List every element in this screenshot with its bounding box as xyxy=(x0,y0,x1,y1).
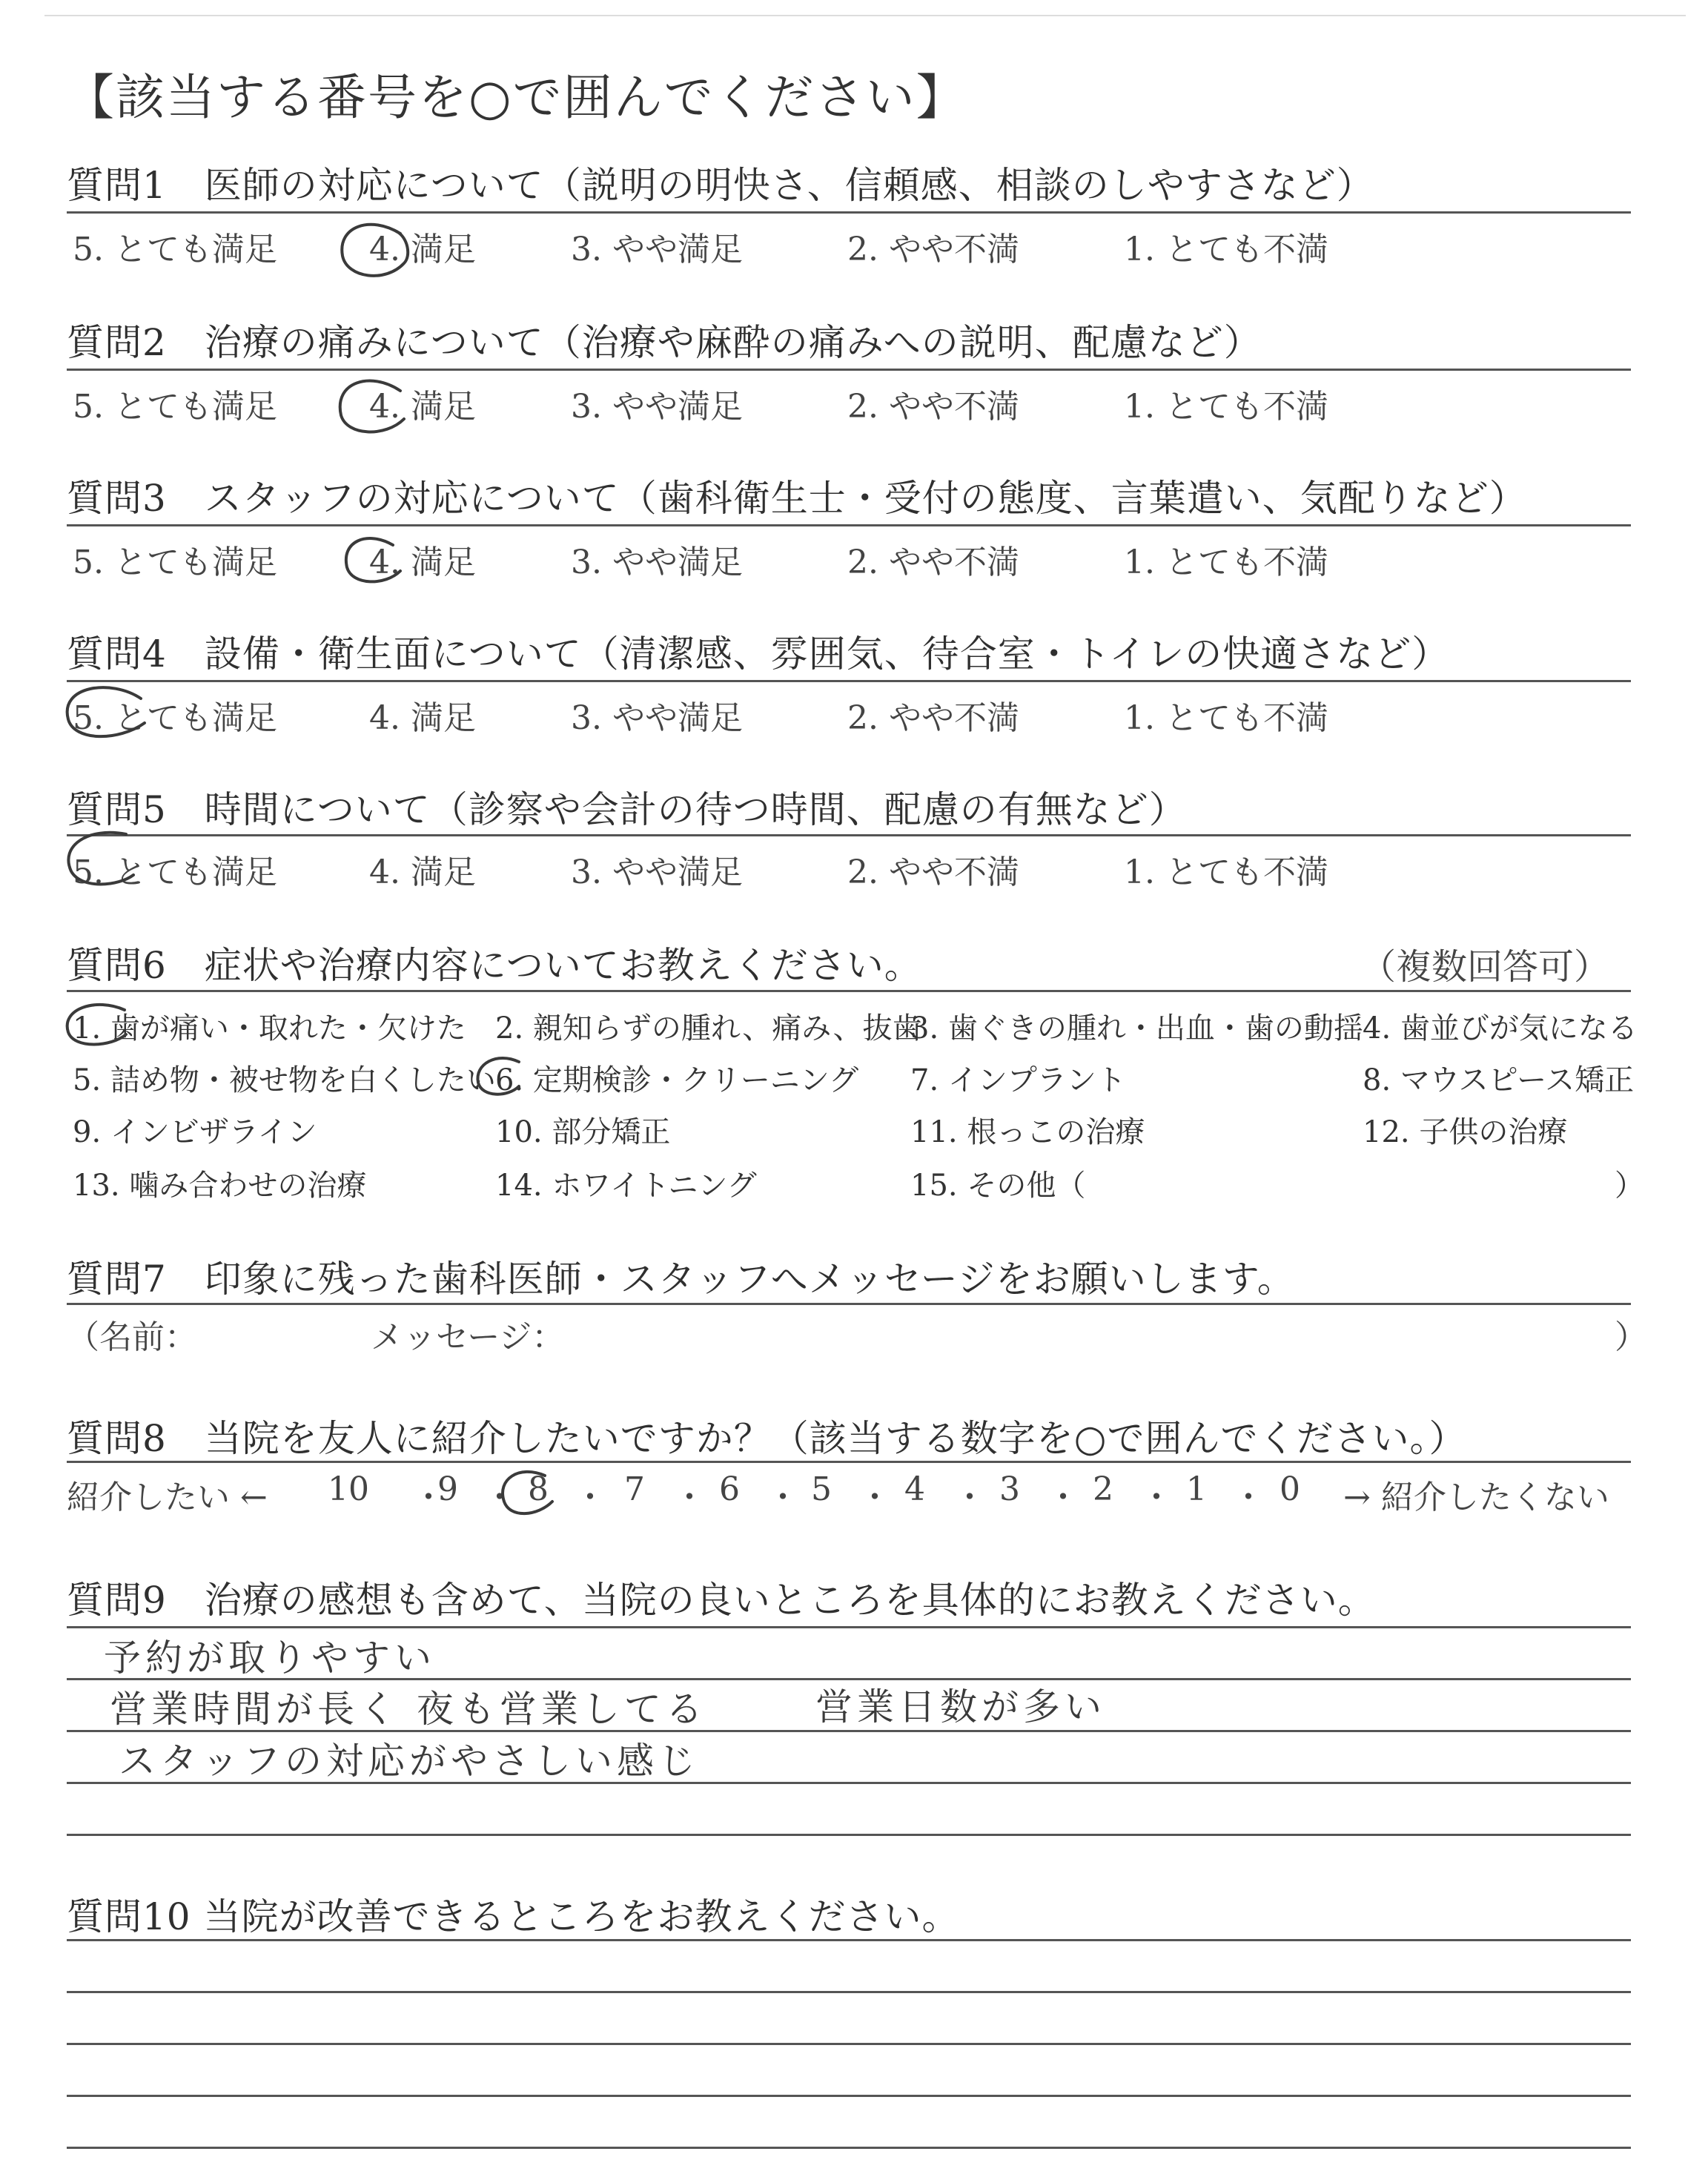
scale-dot: ・ xyxy=(1140,1479,1173,1516)
treatment-option-3[interactable]: 3. 歯ぐきの腫れ・出血・歯の動揺 xyxy=(910,1011,1363,1046)
scale-8[interactable]: 8 xyxy=(528,1470,549,1508)
scale-left-label: 紹介したい ← xyxy=(67,1479,268,1516)
question-title: 質問7 印象に残った歯科医師・スタッフへメッセージをお願いします。 xyxy=(67,1258,1295,1301)
question-9 xyxy=(67,1571,1631,1624)
scale-10[interactable]: 10 xyxy=(328,1470,369,1508)
scale-4[interactable]: 4 xyxy=(904,1470,925,1508)
scale-1[interactable]: 1 xyxy=(1186,1470,1207,1508)
treatment-option-15[interactable]: 15. その他（ xyxy=(910,1169,1086,1203)
treatment-option-1[interactable]: 1. 歯が痛い・取れた・欠けた xyxy=(73,1011,466,1046)
multiple-answers-note: （複数回答可） xyxy=(1360,946,1610,988)
answer-line xyxy=(67,1991,1631,1993)
option-3[interactable]: 3. やや満足 xyxy=(571,231,743,268)
answer-line xyxy=(67,1834,1631,1836)
divider xyxy=(67,990,1631,992)
question-title: 質問3 スタッフの対応について（歯科衛生士・受付の態度、言葉遣い、気配りなど） xyxy=(67,477,1527,520)
scale-dot: ・ xyxy=(673,1479,706,1516)
message-label: メッセージ： xyxy=(371,1318,565,1356)
option-5[interactable]: 5. とても満足 xyxy=(73,388,277,426)
treatment-option-11[interactable]: 11. 根っこの治療 xyxy=(910,1115,1145,1149)
treatment-option-2[interactable]: 2. 親知らずの腫れ、痛み、抜歯 xyxy=(495,1011,922,1046)
option-1[interactable]: 1. とても不満 xyxy=(1124,388,1328,426)
divider xyxy=(67,680,1631,682)
handwritten-answer: 予約が取りやすい xyxy=(104,1636,436,1680)
option-5[interactable]: 5. とても満足 xyxy=(73,231,277,268)
question-4 xyxy=(67,624,1631,678)
divider xyxy=(67,369,1631,371)
question-1 xyxy=(67,156,1631,209)
option-1[interactable]: 1. とても不満 xyxy=(1124,231,1328,268)
option-4[interactable]: 4. 満足 xyxy=(369,853,476,891)
scale-0[interactable]: 0 xyxy=(1280,1470,1300,1508)
scale-dot: ・ xyxy=(412,1479,445,1516)
option-2[interactable]: 2. やや不満 xyxy=(847,699,1019,737)
option-1[interactable]: 1. とても不満 xyxy=(1124,853,1328,891)
scale-dot: ・ xyxy=(953,1479,986,1516)
option-3[interactable]: 3. やや満足 xyxy=(571,388,743,426)
treatment-option-10[interactable]: 10. 部分矯正 xyxy=(495,1115,671,1149)
option-4[interactable]: 4. 満足 xyxy=(369,699,476,737)
option-1[interactable]: 1. とても不満 xyxy=(1124,544,1328,581)
option-5[interactable]: 5. とても満足 xyxy=(73,544,277,581)
option-2[interactable]: 2. やや不満 xyxy=(847,388,1019,426)
option-2[interactable]: 2. やや不満 xyxy=(847,853,1019,891)
treatment-option-7[interactable]: 7. インプラント xyxy=(910,1063,1126,1097)
treatment-option-5[interactable]: 5. 詰め物・被せ物を白くしたい xyxy=(73,1063,496,1097)
answer-line xyxy=(67,1939,1631,1941)
question-7 xyxy=(67,1249,1631,1303)
handwritten-answer: 営業時間が長く 夜も営業してる xyxy=(110,1688,707,1731)
handwritten-answer: スタッフの対応がやさしい感じ xyxy=(119,1740,700,1783)
question-title: 質問2 治療の痛みについて（治療や麻酔の痛みへの説明、配慮など） xyxy=(67,321,1262,364)
treatment-option-8[interactable]: 8. マウスピース矯正 xyxy=(1363,1063,1635,1097)
divider xyxy=(67,524,1631,526)
option-2[interactable]: 2. やや不満 xyxy=(847,231,1019,268)
scale-7[interactable]: 7 xyxy=(624,1470,645,1508)
option-1[interactable]: 1. とても不満 xyxy=(1124,699,1328,737)
treatment-option-13[interactable]: 13. 噛み合わせの治療 xyxy=(73,1169,367,1203)
scale-dot: ・ xyxy=(767,1479,799,1516)
answer-line xyxy=(67,2095,1631,2097)
answer-line xyxy=(67,2043,1631,2045)
question-8 xyxy=(67,1409,1631,1462)
question-3 xyxy=(67,469,1631,522)
scale-dot: ・ xyxy=(1232,1479,1265,1516)
treatment-option-14[interactable]: 14. ホワイトニング xyxy=(495,1169,757,1203)
treatment-option-6[interactable]: 6. 定期検診・クリーニング xyxy=(495,1063,859,1097)
question-2 xyxy=(67,313,1631,366)
option-4[interactable]: 4. 満足 xyxy=(369,388,476,426)
scale-5[interactable]: 5 xyxy=(811,1470,832,1508)
scale-3[interactable]: 3 xyxy=(999,1470,1020,1508)
option-5[interactable]: 5. とても満足 xyxy=(73,699,277,737)
message-close-paren: ） xyxy=(1615,1318,1647,1356)
answer-line xyxy=(67,2147,1631,2149)
question-title: 質問8 当院を友人に紹介したいですか？（該当する数字を○で囲んでください。） xyxy=(67,1417,1467,1460)
scale-dot: ・ xyxy=(858,1479,891,1516)
scale-right-label: → 紹介したくない xyxy=(1343,1479,1609,1516)
name-label: （名前： xyxy=(67,1318,197,1356)
other-close-paren: ） xyxy=(1615,1169,1644,1203)
question-title: 質問10 当院が改善できるところをお教えください。 xyxy=(67,1895,960,1938)
scale-9[interactable]: 9 xyxy=(437,1470,458,1508)
handwritten-answer: 営業日数が多い xyxy=(815,1685,1106,1728)
option-3[interactable]: 3. やや満足 xyxy=(571,699,743,737)
option-4[interactable]: 4. 満足 xyxy=(369,231,476,268)
scale-dot: ・ xyxy=(483,1479,516,1516)
question-title: 質問1 医師の対応について（説明の明快さ、信頼感、相談のしやすさなど） xyxy=(67,164,1374,207)
question-5 xyxy=(67,780,1631,833)
option-2[interactable]: 2. やや不満 xyxy=(847,544,1019,581)
treatment-option-4[interactable]: 4. 歯並びが気になる xyxy=(1363,1011,1638,1046)
scale-2[interactable]: 2 xyxy=(1093,1470,1113,1508)
option-5[interactable]: 5. とても満足 xyxy=(73,853,277,891)
top-border xyxy=(44,15,1686,16)
divider xyxy=(67,1461,1631,1463)
divider xyxy=(67,834,1631,836)
question-title: 質問5 時間について（診察や会計の待つ時間、配慮の有無など） xyxy=(67,788,1187,831)
scale-6[interactable]: 6 xyxy=(719,1470,740,1508)
question-10 xyxy=(67,1887,1631,1941)
treatment-option-12[interactable]: 12. 子供の治療 xyxy=(1363,1115,1568,1149)
divider xyxy=(67,1303,1631,1305)
treatment-option-9[interactable]: 9. インビザライン xyxy=(73,1115,317,1149)
option-3[interactable]: 3. やや満足 xyxy=(571,853,743,891)
scale-dot: ・ xyxy=(574,1479,606,1516)
scale-dot: ・ xyxy=(1047,1479,1079,1516)
divider xyxy=(67,211,1631,214)
option-3[interactable]: 3. やや満足 xyxy=(571,544,743,581)
recommend-scale xyxy=(67,1470,1631,1515)
option-4[interactable]: 4. 満足 xyxy=(369,544,476,581)
question-title: 質問6 症状や治療内容についてお教えください。 xyxy=(67,944,922,987)
question-title: 質問4 設備・衛生面について（清潔感、雰囲気、待合室・トイレの快適さなど） xyxy=(67,633,1450,676)
page-header: 【該当する番号を○で囲んでください】 xyxy=(65,69,967,126)
question-title: 質問9 治療の感想も含めて、当院の良いところを具体的にお教えください。 xyxy=(67,1579,1376,1622)
